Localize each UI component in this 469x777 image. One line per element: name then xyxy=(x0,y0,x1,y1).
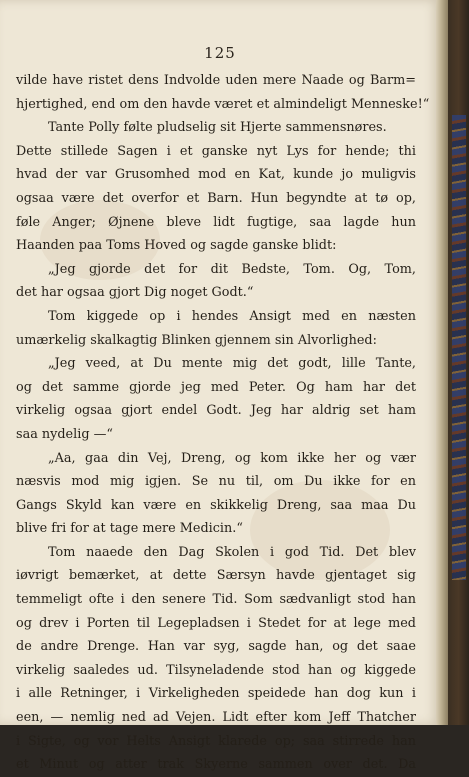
text-line: Dette stillede Sagen i et ganske nyt Lys for hende; thi xyxy=(16,143,416,159)
text-line: „Jeg veed, at Du mente mig det godt, lille Tante, xyxy=(48,356,416,372)
text-line: virkelig saaledes ud. Tilsyneladende stod han og kiggede xyxy=(16,662,416,678)
text-line: føle Anger; Øjnene bleve lidt fugtige, saa lagde hun xyxy=(16,214,416,230)
text-line: og drev i Porten til Legepladsen i Stedet for at lege med xyxy=(16,615,416,631)
text-line: hjertighed, end om den havde været et almindeligt Menneske!“ xyxy=(16,96,430,112)
body-text xyxy=(16,69,430,777)
text-line: det har ogsaa gjort Dig noget Godt.“ xyxy=(16,285,254,301)
text-line: iøvrigt bemærket, at dette Særsyn havde gjentaget sig xyxy=(16,568,416,584)
text-line: i Sigte, og vor Helts Ansigt klarede op; saa stirrede han xyxy=(16,733,416,749)
text-line: virkelig ogsaa gjort endel Godt. Jeg har aldrig set ham xyxy=(16,403,416,419)
text-line: hvad der var Grusomhed mod en Kat, kunde jo muligvis xyxy=(16,167,416,183)
page-number: 125 xyxy=(204,44,236,62)
text-line: temmeligt ofte i den senere Tid. Som sædvanligt stod han xyxy=(16,592,416,608)
text-line: umærkelig skalkagtig Blinken gjennem sin Alvorlighed: xyxy=(16,332,377,348)
text-line: de andre Drenge. Han var syg, sagde han, og det saae xyxy=(16,639,416,655)
text-line: Tante Polly følte pludselig sit Hjerte sammensnøres. xyxy=(48,120,387,136)
text-line: Gangs Skyld kan være en skikkelig Dreng, saa maa Du xyxy=(16,497,416,513)
text-line: næsvis mod mig igjen. Se nu til, om Du ikke for en xyxy=(16,474,416,490)
text-line: i alle Retninger, i Virkeligheden speidede han dog kun i xyxy=(16,686,416,702)
text-line: saa nydelig —“ xyxy=(16,426,113,442)
text-line: vilde have ristet dens Indvolde uden mere Naade og Barm= xyxy=(16,73,416,88)
text-line: een, — nemlig ned ad Vejen. Lidt efter kom Jeff Thatcher xyxy=(16,710,416,726)
text-line: og det samme gjorde jeg med Peter. Og ham har det xyxy=(16,379,416,395)
text-line: „Jeg gjorde det for dit Bedste, Tom. Og, Tom, xyxy=(48,261,416,277)
text-line: et Minut og atter trak Skyerne sammen over det. Da xyxy=(16,757,416,773)
text-line: „Aa, gaa din Vej, Dreng, og kom ikke her og vær xyxy=(48,450,416,466)
text-line: ogsaa være det overfor et Barn. Hun begyndte at tø op, xyxy=(16,190,416,206)
text-line: Tom kiggede op i hendes Ansigt med en næsten xyxy=(48,308,416,324)
page-edge xyxy=(436,0,448,725)
text-line: blive fri for at tage mere Medicin.“ xyxy=(16,521,243,537)
text-line: Tom naaede den Dag Skolen i god Tid. Det blev xyxy=(48,544,416,560)
cover-marbling xyxy=(452,115,466,580)
text-line: Haanden paa Toms Hoved og sagde ganske blidt: xyxy=(16,238,337,254)
